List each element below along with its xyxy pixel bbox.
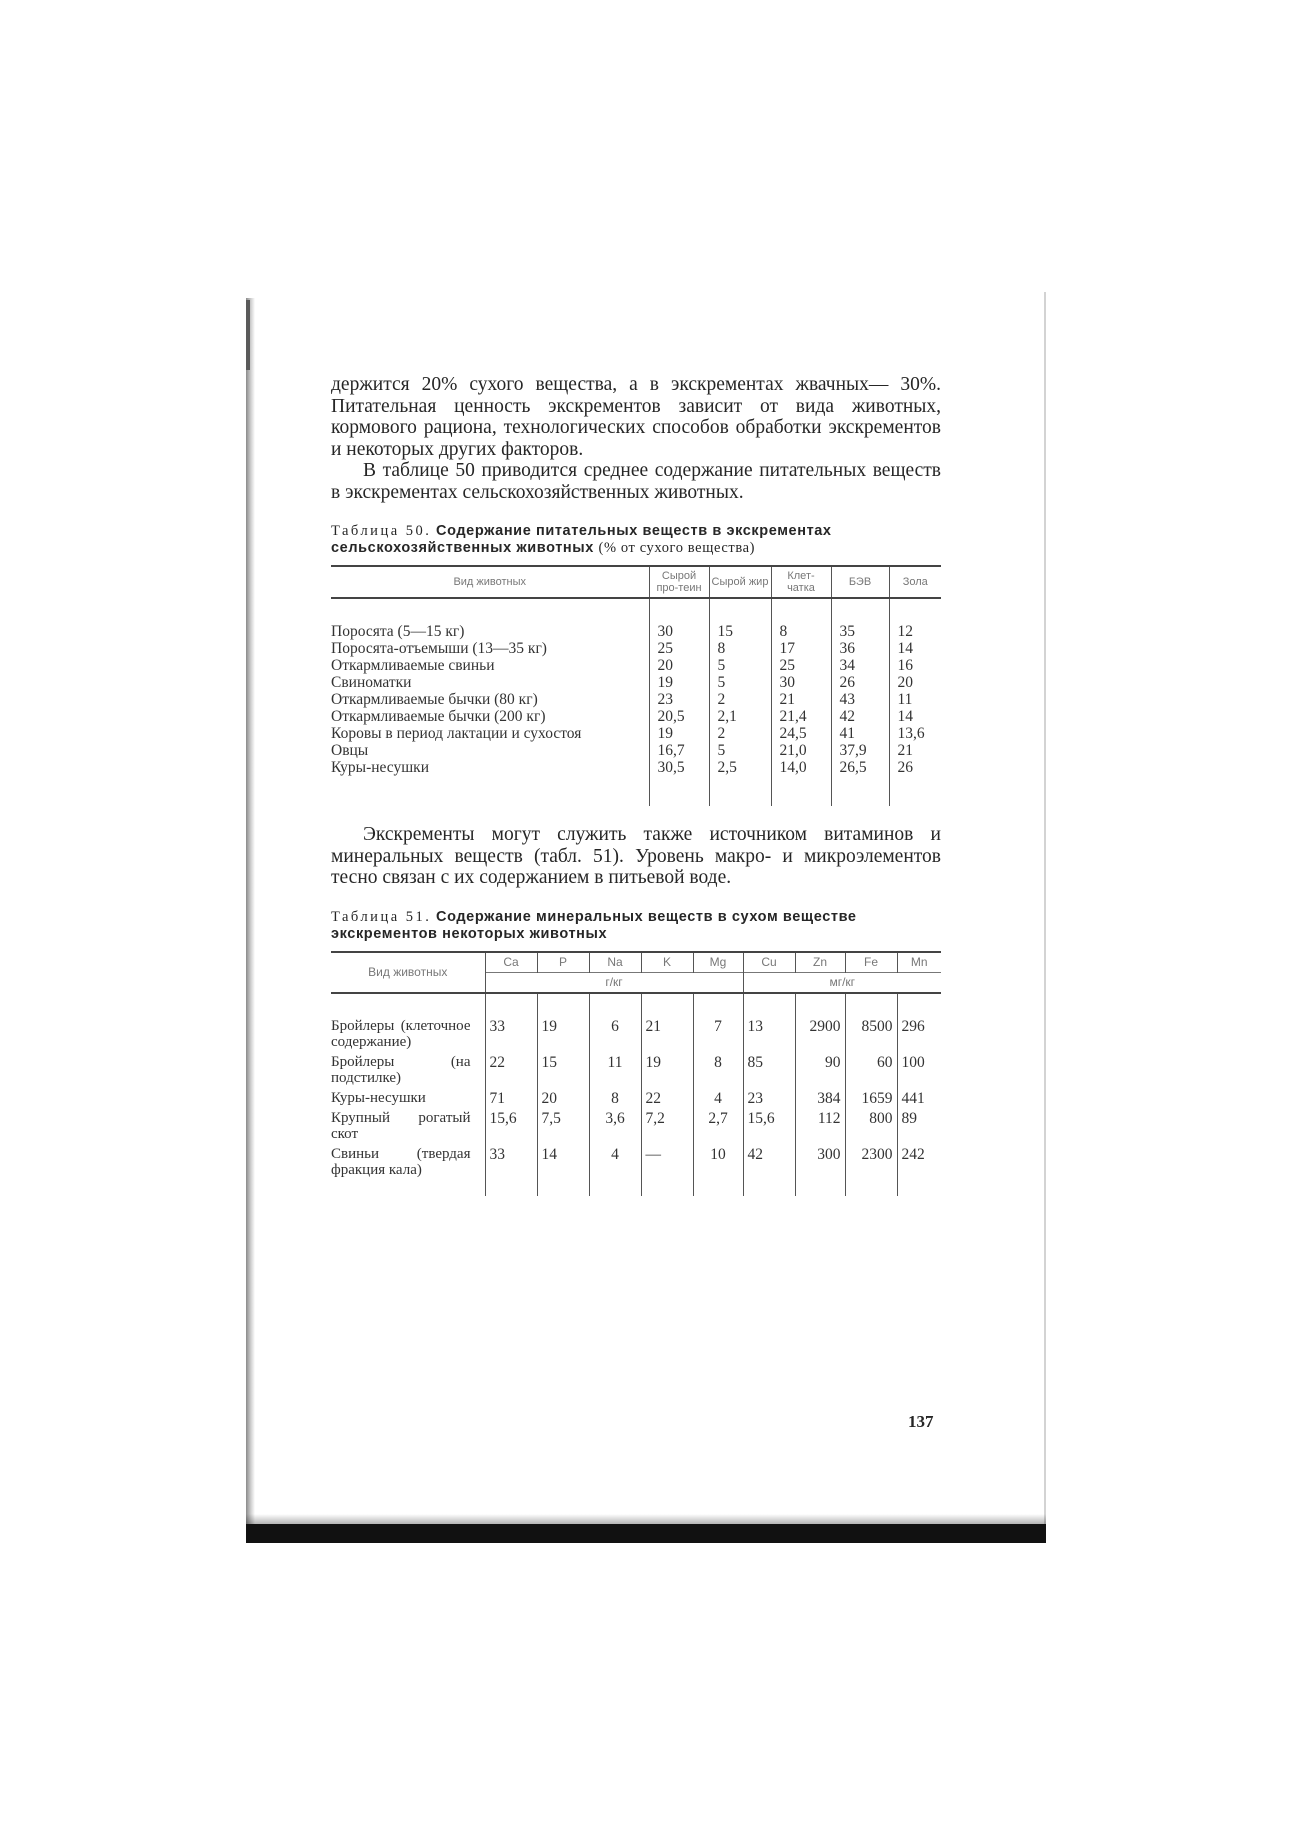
table51-animal-cell: Бройлеры (на подстилке) <box>331 1053 471 1086</box>
table51-body <box>331 993 941 1196</box>
table51-row <box>331 1110 941 1146</box>
table51-animal-cell: Бройлеры (клеточное содержание) <box>331 1017 471 1050</box>
table50-row <box>331 623 941 640</box>
table51-col-header: K <box>641 952 693 973</box>
table51-value-cell: 20 <box>537 1090 589 1110</box>
table51-value-cell: 100 <box>897 1054 941 1090</box>
scan-left-edge-mark <box>246 300 250 370</box>
table51-col-header: Cu <box>743 952 795 973</box>
table51-value-cell: 7,5 <box>537 1110 589 1146</box>
table51-value-cell: 19 <box>537 1018 589 1054</box>
table50-value-cell: 20 <box>889 674 941 691</box>
table51-value-cell: 800 <box>845 1110 897 1146</box>
table51-value-cell: 19 <box>641 1054 693 1090</box>
table50-row <box>331 657 941 674</box>
table50-value-cell: 21 <box>771 691 831 708</box>
table51-row <box>331 1054 941 1090</box>
table50-header: БЭВ <box>831 566 889 598</box>
table50-value-cell: 41 <box>831 725 889 742</box>
table51-value-cell: 60 <box>845 1054 897 1090</box>
table51-col-header: P <box>537 952 589 973</box>
table51-value-cell: 21 <box>641 1018 693 1054</box>
table51-caption <box>331 909 941 943</box>
scan-left-edge <box>246 298 255 1543</box>
table51-value-cell: 71 <box>485 1090 537 1110</box>
table50-value-cell: 26,5 <box>831 759 889 776</box>
table51-value-cell: 4 <box>589 1146 641 1182</box>
page-number: 137 <box>908 1412 934 1431</box>
table50-value-cell: 35 <box>831 623 889 640</box>
table51-value-cell: 2,7 <box>693 1110 743 1146</box>
table50-animal-cell: Овцы <box>331 742 369 759</box>
table51-value-cell: 4 <box>693 1090 743 1110</box>
table50-value-cell: 25 <box>649 640 709 657</box>
table50-row <box>331 708 941 725</box>
table50-row <box>331 691 941 708</box>
table50-value-cell: 19 <box>649 674 709 691</box>
table50-value-cell: 2,5 <box>709 759 771 776</box>
table50-value-cell: 23 <box>649 691 709 708</box>
table50-value-cell: 21,0 <box>771 742 831 759</box>
table51-value-cell: 14 <box>537 1146 589 1182</box>
table51-value-cell: 8500 <box>845 1018 897 1054</box>
table50-value-cell: 14 <box>889 708 941 725</box>
table50-value-cell: 2 <box>709 691 771 708</box>
table51-value-cell: 1659 <box>845 1090 897 1110</box>
table51-animal-cell: Крупный рогатый скот <box>331 1109 471 1142</box>
table51-value-cell: 22 <box>641 1090 693 1110</box>
table51-value-cell: 2300 <box>845 1146 897 1182</box>
table51-value-cell: 300 <box>795 1146 845 1182</box>
table50-value-cell: 37,9 <box>831 742 889 759</box>
table51-label: Таблица 51. <box>331 908 432 925</box>
table50-value-cell: 36 <box>831 640 889 657</box>
table50-value-cell: 12 <box>889 623 941 640</box>
table51-value-cell: 42 <box>743 1146 795 1182</box>
table50-value-cell: 14,0 <box>771 759 831 776</box>
table51-col-header: Fe <box>845 952 897 973</box>
table50-animal-cell: Коровы в период лактации и сухостоя <box>331 725 582 742</box>
table51-title: Содержание минеральных веществ в сухом веществе экскрементов некоторых животных <box>331 908 857 942</box>
table51-animal-cell: Свиньи (твердая фракция кала) <box>331 1145 471 1178</box>
table51-value-cell: 6 <box>589 1018 641 1054</box>
table51-value-cell: 7,2 <box>641 1110 693 1146</box>
table50-value-cell: 20 <box>649 657 709 674</box>
scan-bottom-edge <box>246 1524 1046 1543</box>
table51-animal-cell: Куры-несушки <box>331 1089 426 1106</box>
table51-value-cell: 22 <box>485 1054 537 1090</box>
table50-value-cell: 30,5 <box>649 759 709 776</box>
table51-col-header: Zn <box>795 952 845 973</box>
table50-value-cell: 34 <box>831 657 889 674</box>
table50-animal-cell: Куры-несушки <box>331 759 429 776</box>
table50-value-cell: 30 <box>771 674 831 691</box>
table51-col-header: Na <box>589 952 641 973</box>
table51-unit-left: г/кг <box>485 972 743 993</box>
table50-value-cell: 21 <box>889 742 941 759</box>
table50-value-cell: 26 <box>831 674 889 691</box>
table50-value-cell: 5 <box>709 674 771 691</box>
table50-animal-cell: Поросята (5—15 кг) <box>331 623 465 640</box>
table50-value-cell: 5 <box>709 657 771 674</box>
table50-caption <box>331 523 941 557</box>
table50-header: Сырой жир <box>709 566 771 598</box>
table51-value-cell: 33 <box>485 1146 537 1182</box>
intro-paragraph-1: держится 20% сухого вещества, а в экскрементах жвачных— 30%. Питательная ценность экскрементов зависит от вида животных, кормового рациона, технологических способов обработки экскрементов и некоторых других факторов. <box>331 374 941 460</box>
table50-body <box>331 598 941 806</box>
table50-row <box>331 742 941 759</box>
table50-value-cell: 43 <box>831 691 889 708</box>
table50-value-cell: 2 <box>709 725 771 742</box>
table51-value-cell: 85 <box>743 1054 795 1090</box>
table50-value-cell: 24,5 <box>771 725 831 742</box>
table50-row <box>331 674 941 691</box>
table50-header-row <box>331 566 941 598</box>
table51-value-cell: 11 <box>589 1054 641 1090</box>
table51-value-cell: — <box>641 1146 693 1182</box>
table51-value-cell: 8 <box>693 1054 743 1090</box>
table50-row <box>331 640 941 657</box>
table51-value-cell: 90 <box>795 1054 845 1090</box>
table50-value-cell: 42 <box>831 708 889 725</box>
table50-value-cell: 16 <box>889 657 941 674</box>
table51-value-cell: 3,6 <box>589 1110 641 1146</box>
table50-animal-cell: Откармливаемые свиньи <box>331 657 495 674</box>
table51-col-header: Ca <box>485 952 537 973</box>
table50-value-cell: 8 <box>771 623 831 640</box>
table50-title-suffix: (% от сухого вещества) <box>598 540 756 556</box>
table50-row <box>331 725 941 742</box>
table50-header: Вид животных <box>453 576 527 588</box>
table51-value-cell: 89 <box>897 1110 941 1146</box>
table51-value-cell: 2900 <box>795 1018 845 1054</box>
table50-value-cell: 21,4 <box>771 708 831 725</box>
table50-label: Таблица 50. <box>331 523 432 539</box>
table50-animal-cell: Откармливаемые бычки (80 кг) <box>331 691 538 708</box>
table50-value-cell: 20,5 <box>649 708 709 725</box>
table51-value-cell: 242 <box>897 1146 941 1182</box>
table50-header: Клет-чатка <box>771 566 831 598</box>
table50-value-cell: 8 <box>709 640 771 657</box>
table51-value-cell: 112 <box>795 1110 845 1146</box>
table51-value-cell: 33 <box>485 1018 537 1054</box>
table51-value-cell: 441 <box>897 1090 941 1110</box>
table50-value-cell: 19 <box>649 725 709 742</box>
table51 <box>331 951 941 1196</box>
table50-value-cell: 16,7 <box>649 742 709 759</box>
book-page <box>331 374 941 1196</box>
table51-value-cell: 296 <box>897 1018 941 1054</box>
table51-value-cell: 23 <box>743 1090 795 1110</box>
table51-col-header: Mn <box>897 952 941 973</box>
table51-value-cell: 8 <box>589 1090 641 1110</box>
table50-value-cell: 26 <box>889 759 941 776</box>
table51-value-cell: 13 <box>743 1018 795 1054</box>
scan-right-edge <box>1044 292 1046 1542</box>
intro-paragraph-2: В таблице 50 приводится среднее содержание питательных веществ в экскрементах сельскохозяйственных животных. <box>331 460 941 503</box>
table50-header: Зола <box>889 566 941 598</box>
table50-value-cell: 17 <box>771 640 831 657</box>
table51-col-header: Mg <box>693 952 743 973</box>
table50-animal-cell: Свиноматки <box>331 674 412 691</box>
table51-value-cell: 15 <box>537 1054 589 1090</box>
middle-paragraph: Экскременты могут служить также источником витаминов и минеральных веществ (табл. 51). Уровень макро- и микроэлементов тесно связан с их содержанием в питьевой воде. <box>331 824 941 888</box>
table50-animal-cell: Поросята-отъемыши (13—35 кг) <box>331 640 547 657</box>
table50-animal-cell: Откармливаемые бычки (200 кг) <box>331 708 546 725</box>
table50-value-cell: 15 <box>709 623 771 640</box>
table51-value-cell: 7 <box>693 1018 743 1054</box>
table50-value-cell: 11 <box>889 691 941 708</box>
table50-title: Содержание питательных веществ в экскрементах сельскохозяйственных животных <box>331 523 832 556</box>
table51-value-cell: 15,6 <box>743 1110 795 1146</box>
table50 <box>331 565 941 806</box>
table51-row-header: Вид животных <box>368 964 448 979</box>
table51-value-cell: 10 <box>693 1146 743 1182</box>
table51-row <box>331 1018 941 1054</box>
table50-value-cell: 30 <box>649 623 709 640</box>
table50-value-cell: 14 <box>889 640 941 657</box>
table50-value-cell: 25 <box>771 657 831 674</box>
table50-header: Сырой про-теин <box>649 566 709 598</box>
table50-value-cell: 13,6 <box>889 725 941 742</box>
table50-row <box>331 759 941 776</box>
table51-value-cell: 384 <box>795 1090 845 1110</box>
table51-row <box>331 1146 941 1182</box>
table51-row <box>331 1090 941 1110</box>
table50-value-cell: 2,1 <box>709 708 771 725</box>
table51-value-cell: 15,6 <box>485 1110 537 1146</box>
table51-unit-right: мг/кг <box>743 972 941 993</box>
table50-value-cell: 5 <box>709 742 771 759</box>
